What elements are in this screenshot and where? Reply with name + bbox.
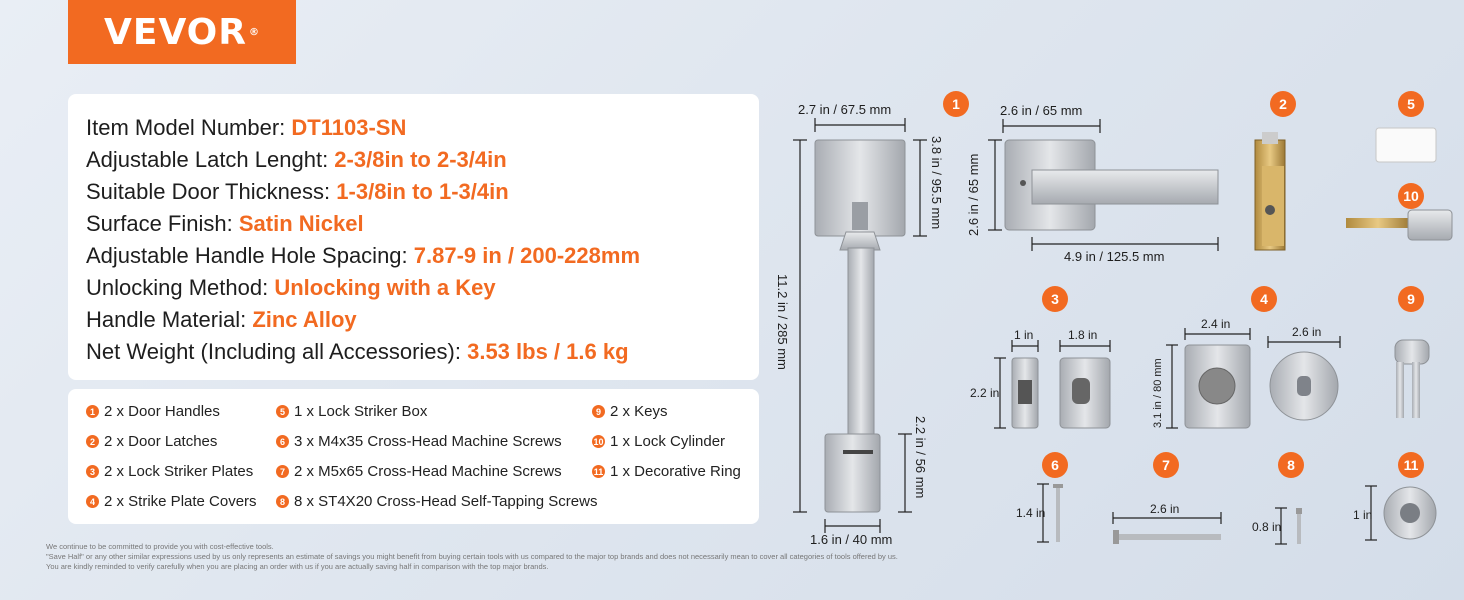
badge-2: 2 bbox=[1270, 91, 1296, 117]
dim-striker-width-1: 1 in bbox=[1014, 328, 1034, 342]
decorative-ring-drawing bbox=[1384, 487, 1436, 539]
brand-mark: ® bbox=[249, 26, 260, 38]
badge-6: 6 bbox=[1042, 452, 1068, 478]
dim-striker-width-2: 1.8 in bbox=[1068, 328, 1098, 342]
accessory-text: 1 x Decorative Ring bbox=[610, 463, 741, 480]
dim-lever-rose-width: 2.6 in / 65 mm bbox=[1000, 103, 1083, 118]
accessory-text: 2 x Door Handles bbox=[104, 403, 220, 420]
accessory-text: 2 x Lock Striker Plates bbox=[104, 463, 254, 480]
spec-label: Item Model Number: bbox=[86, 115, 292, 140]
badge-3: 3 bbox=[1042, 286, 1068, 312]
accessory-text: 1 x Lock Cylinder bbox=[610, 433, 726, 450]
accessory-text: 3 x M4x35 Cross-Head Machine Screws bbox=[294, 433, 562, 450]
badge-4: 4 bbox=[1251, 286, 1277, 312]
badge-5: 5 bbox=[1398, 91, 1424, 117]
disclaimer-line: "Save Half" or any other similar expressions used by us only represents an estimate of savings you might benefit from buying certain tools with us compared to the major top brands and does not necessarily mean to cover all categories of tools offered by us. bbox=[46, 552, 898, 561]
accessory-number: 10 bbox=[593, 436, 604, 447]
dim-lever-rose-height: 2.6 in / 65 mm bbox=[966, 153, 981, 236]
accessory-number: 2 bbox=[86, 435, 99, 448]
spec-label: Unlocking Method: bbox=[86, 275, 275, 300]
badge-9: 9 bbox=[1398, 286, 1424, 312]
spec-label: Surface Finish: bbox=[86, 211, 239, 236]
accessory-text: 2 x Door Latches bbox=[104, 433, 218, 450]
striker-plates-drawing bbox=[1012, 358, 1110, 428]
spec-value: 7.87-9 in / 200-228mm bbox=[413, 243, 641, 268]
dim-handle-total: 11.2 in / 285 mm bbox=[775, 274, 790, 370]
handleset-drawing bbox=[815, 140, 905, 512]
spec-label: Suitable Door Thickness: bbox=[86, 179, 337, 204]
dim-handle-bottom-width: 1.6 in / 40 mm bbox=[810, 532, 893, 547]
accessory-text: 1 x Lock Striker Box bbox=[294, 403, 428, 420]
screw-8-drawing bbox=[1296, 508, 1302, 544]
accessory-number: 1 bbox=[86, 405, 99, 418]
latch-drawing bbox=[1255, 132, 1285, 250]
dim-ring-width: 2.6 in bbox=[1292, 325, 1322, 339]
spec-label: Net Weight (Including all Accessories): bbox=[86, 339, 468, 364]
spec-label: Adjustable Latch Lenght: bbox=[86, 147, 335, 172]
dim-ring-11: 1 in bbox=[1353, 508, 1373, 522]
spec-label: Adjustable Handle Hole Spacing: bbox=[86, 243, 414, 268]
brand-name: VEVOR bbox=[103, 11, 247, 53]
screw-6-drawing bbox=[1053, 484, 1063, 542]
badge-8: 8 bbox=[1278, 452, 1304, 478]
accessory-number: 3 bbox=[86, 465, 99, 478]
accessory-number: 7 bbox=[276, 465, 289, 478]
badge-10: 10 bbox=[1398, 183, 1424, 209]
accessory-number: 4 bbox=[86, 495, 99, 508]
accessory-text: 2 x Keys bbox=[610, 403, 668, 420]
dim-striker-height: 2.2 in bbox=[970, 386, 1000, 400]
lever-handle-drawing bbox=[1005, 140, 1218, 230]
dim-handle-bottom-height: 2.2 in / 56 mm bbox=[913, 416, 928, 499]
strike-plate-covers-drawing bbox=[1185, 345, 1338, 428]
dim-screw-6: 1.4 in bbox=[1016, 506, 1046, 520]
dim-cover-height: 3.1 in / 80 mm bbox=[1152, 358, 1164, 428]
dim-screw-7: 2.6 in bbox=[1150, 502, 1180, 516]
dim-lever-length: 4.9 in / 125.5 mm bbox=[1064, 249, 1165, 264]
lock-cylinder-drawing bbox=[1346, 210, 1452, 240]
dim-handle-width: 2.7 in / 67.5 mm bbox=[798, 102, 892, 117]
dim-cover-width: 2.4 in bbox=[1201, 317, 1231, 331]
accessory-number: 8 bbox=[276, 495, 289, 508]
accessory-number: 11 bbox=[593, 466, 604, 477]
spec-value: Satin Nickel bbox=[238, 211, 364, 236]
keys-drawing bbox=[1395, 340, 1429, 418]
screw-7-drawing bbox=[1113, 530, 1221, 544]
disclaimer-line: You are kindly reminded to verify carefully when you are placing an order with us if you are actually saving half in comparison with the top major brands. bbox=[46, 562, 549, 571]
spec-value: DT1103-SN bbox=[291, 115, 407, 140]
accessory-number: 5 bbox=[276, 405, 289, 418]
badge-1: 1 bbox=[943, 91, 969, 117]
badge-7: 7 bbox=[1153, 452, 1179, 478]
spec-value: Unlocking with a Key bbox=[274, 275, 496, 300]
spec-value: Zinc Alloy bbox=[252, 307, 357, 332]
spec-label: Handle Material: bbox=[86, 307, 253, 332]
accessory-number: 9 bbox=[592, 405, 605, 418]
dim-screw-8: 0.8 in bbox=[1252, 520, 1282, 534]
dim-handle-top-height: 3.8 in / 95.5 mm bbox=[929, 136, 944, 230]
spec-value: 3.53 lbs / 1.6 kg bbox=[467, 339, 629, 364]
disclaimer-line: We continue to be committed to provide you with cost-effective tools. bbox=[46, 542, 274, 551]
accessory-text: 2 x Strike Plate Covers bbox=[104, 493, 257, 510]
striker-box-drawing bbox=[1376, 128, 1436, 162]
accessory-text: 8 x ST4X20 Cross-Head Self-Tapping Screws bbox=[294, 493, 598, 510]
badge-11: 11 bbox=[1398, 452, 1424, 478]
spec-value: 1-3/8in to 1-3/4in bbox=[336, 179, 509, 204]
spec-value: 2-3/8in to 2-3/4in bbox=[334, 147, 507, 172]
accessory-number: 6 bbox=[276, 435, 289, 448]
accessory-text: 2 x M5x65 Cross-Head Machine Screws bbox=[294, 463, 562, 480]
